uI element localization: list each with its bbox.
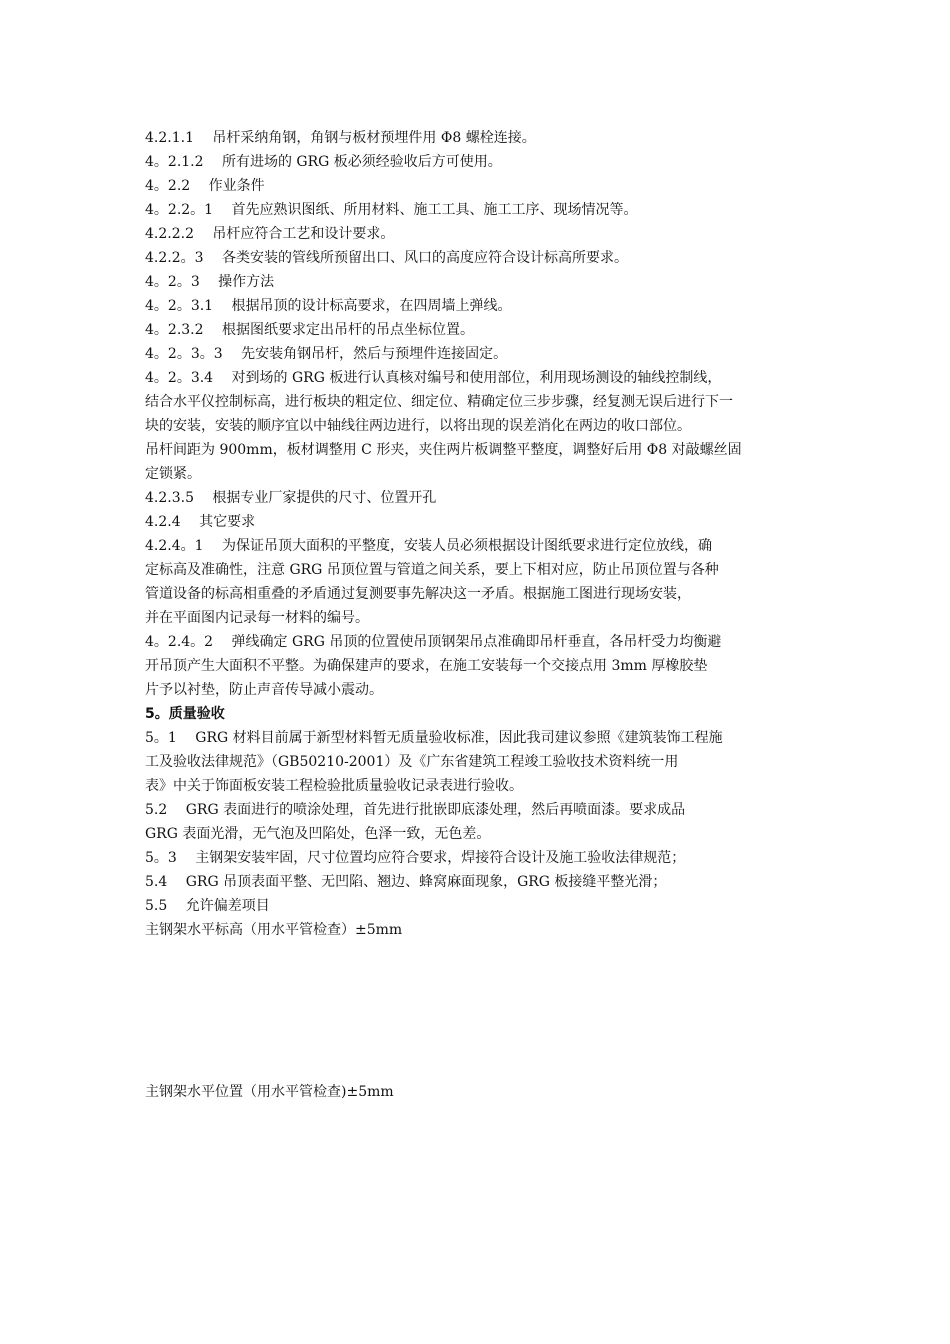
- text-line: 4。2.4。2 弹线确定 GRG 吊顶的位置使吊顶钢架吊点准确即吊杆垂直，各吊杆受力均衡避: [145, 634, 722, 650]
- text-line: 定标高及准确性，注意 GRG 吊顶位置与管道之间关系，要上下相对应，防止吊顶位置与各种: [145, 562, 719, 578]
- text-line: 表》中关于饰面板安装工程检验批质量验收记录表进行验收。: [145, 778, 523, 794]
- text-line: 4。2.3.2 根据图纸要求定出吊杆的吊点坐标位置。: [145, 322, 474, 338]
- text-line: GRG 表面光滑，无气泡及凹陷处，色泽一致，无色差。: [145, 826, 491, 842]
- text-line: 4.2.2。3 各类安装的管线所预留出口、风口的高度应符合设计标高所要求。: [145, 250, 628, 266]
- text-line: 4.2.2.2 吊杆应符合工艺和设计要求。: [145, 226, 395, 242]
- text-line: 5.5 允许偏差项目: [145, 898, 270, 914]
- text-line: 4。2。3.4 对到场的 GRG 板进行认真核对编号和使用部位，利用现场测设的轴线控制线，: [145, 370, 722, 386]
- text-line: 结合水平仪控制标高，进行板块的粗定位、细定位、精确定位三步步骤，经复测无误后进行下一: [145, 394, 733, 410]
- text-line: 4。2。3 操作方法: [145, 274, 275, 290]
- text-line: 5。1 GRG 材料目前属于新型材料暂无质量验收标准，因此我司建议参照《建筑装饰工程施: [145, 730, 723, 746]
- text-line: 片予以衬垫，防止声音传导减小震动。: [145, 682, 383, 698]
- text-line: 定锁紧。: [145, 466, 201, 482]
- text-line: 5.4 GRG 吊顶表面平整、无凹陷、翘边、蜂窝麻面现象，GRG 板接缝平整光滑；: [145, 874, 667, 890]
- section-heading: 5。质量验收: [145, 706, 225, 722]
- text-line: 4。2.1.2 所有进场的 GRG 板必须经验收后方可使用。: [145, 154, 502, 170]
- text-line: 4。2.2 作业条件: [145, 178, 265, 194]
- text-line: 4。2。3。3 先安装角钢吊杆，然后与预埋件连接固定。: [145, 346, 508, 362]
- text-line: 5.2 GRG 表面进行的喷涂处理，首先进行批嵌即底漆处理，然后再喷面漆。要求成品: [145, 802, 686, 818]
- text-line: 并在平面图内记录每一材料的编号。: [145, 610, 369, 626]
- text-line: 4.2.3.5 根据专业厂家提供的尺寸、位置开孔: [145, 490, 437, 506]
- text-line-footer: 主钢架水平位置（用水平管检查)±5mm: [145, 1084, 394, 1100]
- text-line: 4.2.4。1 为保证吊顶大面积的平整度，安装人员必须根据设计图纸要求进行定位放线，确: [145, 538, 712, 554]
- text-line: 4.2.1.1 吊杆采纳角钢，角钢与板材预埋件用 Φ8 螺栓连接。: [145, 130, 536, 146]
- text-line: 管道设备的标高相重叠的矛盾通过复测要事先解决这一矛盾。根据施工图进行现场安装，: [145, 586, 691, 602]
- text-line: 开吊顶产生大面积不平整。为确保建声的要求，在施工安装每一个交接点用 3mm 厚橡胶垫: [145, 658, 708, 674]
- text-line: 工及验收法律规范》（GB50210-2001）及《广东省建筑工程竣工验收技术资料统一用: [145, 754, 679, 770]
- text-line: 块的安装，安装的顺序宜以中轴线往两边进行，以将出现的误差消化在两边的收口部位。: [145, 418, 691, 434]
- text-line: 吊杆间距为 900mm，板材调整用 C 形夹，夹住两片板调整平整度，调整好后用 Φ8 对敲螺丝固: [145, 442, 742, 458]
- text-line: 4.2.4 其它要求: [145, 514, 256, 530]
- text-line: 5。3 主钢架安装牢固，尺寸位置均应符合要求，焊接符合设计及施工验收法律规范；: [145, 850, 686, 866]
- text-line: 4。2.2。1 首先应熟识图纸、所用材料、施工工具、施工工序、现场情况等。: [145, 202, 638, 218]
- text-line: 4。2。3.1 根据吊顶的设计标高要求，在四周墙上弹线。: [145, 298, 512, 314]
- text-line: 主钢架水平标高（用水平管检查）±5mm: [145, 922, 403, 938]
